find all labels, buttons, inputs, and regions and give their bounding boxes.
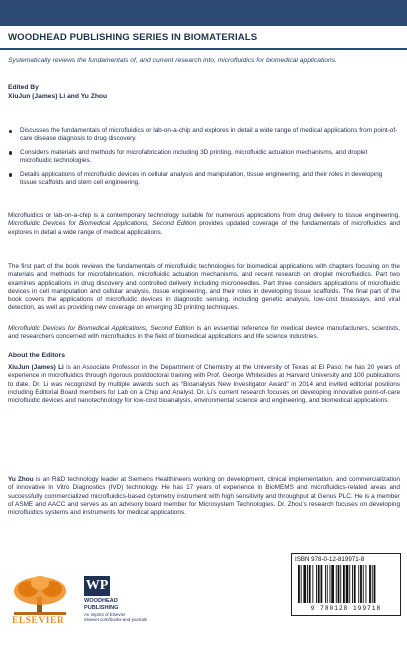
barcode-bar xyxy=(340,565,341,603)
elsevier-wordmark: ELSEVIER xyxy=(12,616,65,626)
barcode-bar xyxy=(346,565,349,603)
reference-text: is an essential reference for medical device manufacturers, scientists, and researchers concerned with microfluidics in the field of biomedical applications and life science industries. xyxy=(8,325,400,341)
barcode-bar xyxy=(374,565,376,603)
woodhead-name-line2: PUBLISHING xyxy=(84,604,119,611)
barcode-bar xyxy=(309,565,311,603)
isbn-barcode-box xyxy=(291,553,401,616)
bullet-text: Considers materials and methods for microfabrication including 3D printing, microfluidic actuation mechanisms, and droplet microfluidic technologies. xyxy=(20,148,368,165)
imprint-line: An imprint of Elsevier xyxy=(84,612,126,617)
bullet-dot-icon xyxy=(9,173,12,176)
barcode-bar xyxy=(312,565,313,603)
elsevier-tree-icon xyxy=(10,575,70,617)
intro-text-1: Microfluidics or lab-on-a-chip is a contemporary technology suitable for numerous applications from drug delivery to tissue engineering. xyxy=(8,212,400,219)
editor2-name: Yu Zhou xyxy=(8,476,34,483)
barcode-bar xyxy=(307,565,308,603)
barcode-bar xyxy=(316,565,317,603)
bullet-item xyxy=(8,127,400,144)
barcode-bar xyxy=(338,565,340,603)
editor2-bio xyxy=(8,476,400,517)
barcode-bar xyxy=(360,565,362,603)
barcode-bar xyxy=(369,565,371,603)
barcode-bar xyxy=(303,565,306,603)
intro-paragraph xyxy=(8,212,400,237)
feature-bullets xyxy=(8,127,400,192)
book-title-italic: Microfluidic Devices for Biomedical Applications, Second Edition xyxy=(8,325,195,332)
barcode-icon xyxy=(296,565,396,605)
series-title: WOODHEAD PUBLISHING SERIES IN BIOMATERIALS xyxy=(8,32,258,43)
reference-paragraph xyxy=(8,325,400,342)
bullet-text: Details applications of microfluidic devices in cellular analysis and manipulation, tissue engineering, and their roles in developing tissue scaffolds and stem cell engineering. xyxy=(20,170,383,187)
bullet-text: Discusses the fundamentals of microfluidics or lab-on-a-chip and explores in detail a wide range of medical applications from point-of-care disease diagnosis to drug discovery. xyxy=(20,127,398,143)
barcode-bar xyxy=(372,565,373,603)
book-title-italic: Microfluidic Devices for Biomedical Applications, Second Edition xyxy=(8,220,197,228)
barcode-bar xyxy=(331,565,334,603)
barcode-digits: 9 780128 199718 xyxy=(310,605,382,612)
series-header xyxy=(0,28,407,50)
barcode-bar xyxy=(354,565,356,603)
barcode-bar xyxy=(330,565,331,603)
parts-paragraph: The first part of the book reviews the fundamentals of microfluidic technologies for biomedical applications with chapters focusing on the materials and methods for microfabrication, microfluidic actuation mechanisms, and recent research on droplet microfluidics. Part two examines applications in drug discovery and controlled delivery including microneedles. Part three considers applications of microfluidic devices in cell manipulation and cellular analysis, tissue engineering, and their roles in developing tissue scaffolds. The final part of the book covers the applications of microfluidic devices in diagnostic sensing, including genetic analysis, low-cost bioassays, and viral detection, as well as providing new coverage on emerging 3D printing techniques. xyxy=(8,263,400,312)
barcode-bar xyxy=(363,565,364,603)
barcode-bar xyxy=(343,565,345,603)
barcode-bar xyxy=(349,565,350,603)
barcode-bar xyxy=(298,565,300,603)
barcode-bar xyxy=(321,565,323,603)
barcode-bar xyxy=(327,565,328,603)
top-color-band xyxy=(0,0,407,26)
barcode-bar xyxy=(358,565,359,603)
editor2-bio-text: is an R&D technology leader at Siemens Healthineers working on development, clinical implementation, and commercialization of innovative In Vitro Diagnostics (IVD) technology. He has 17 years of experience in BioMEMS and microfluidics-related areas and successfully commercialized microfluidics-based cytometry instrument with high sensitivity and throughput at Genus PLC. He is a member of ASME and AACC and serves as an advisory board member for Microsystem Technologies. Dr. Zhou’s research focuses on developing microfluidics systems and instruments for medical applications. xyxy=(8,476,400,517)
barcode-bar xyxy=(325,565,326,603)
intro-text-2: provides updated coverage of the fundamentals of microfluidics and explores in detail a wide range of medical applications. xyxy=(8,220,400,236)
about-editors-heading: About the Editors xyxy=(8,352,66,359)
barcode-bar xyxy=(336,565,337,603)
edited-by-label: Edited By xyxy=(8,84,39,91)
editor1-name: XiuJun (James) Li xyxy=(8,364,64,371)
barcode-bar xyxy=(301,565,302,603)
tagline: Systematically reviews the fundamentals of, and current research into, microfluidics for biomedical applications. xyxy=(8,57,337,64)
bullet-item xyxy=(8,171,400,188)
editors-names: XiuJun (James) Li and Yu Zhou xyxy=(8,93,108,100)
barcode-bar xyxy=(352,565,353,603)
woodhead-wp-logo: WP xyxy=(84,576,110,596)
barcode-bar xyxy=(366,565,367,603)
editor1-bio-text: is an Associate Professor in the Department of Chemistry at the University of Texas at El Paso; he has 20 years of experience in microfluidics through rigorous postdoctoral training with Prof. George Whitesides at Harvard University and 100 publications to date. Dr. Li was recognized by multiple awards such as “Bioanalysis New Investigator Award” in 2014 and invited editorial positions including Editorial Board members for Lab on a Chip and Analyst. Dr. Li’s current research focuses on developing innovative point-of-care microfluidic devices and nanotechnology for low-cost bioanalysis, environmental science and engineering, and biomedical applications. xyxy=(8,364,400,405)
imprint-info xyxy=(84,612,147,623)
woodhead-name xyxy=(84,598,119,611)
bullet-dot-icon xyxy=(9,151,12,154)
isbn-number: ISBN 978-0-12-819971-8 xyxy=(295,556,365,563)
woodhead-name-line1: WOODHEAD xyxy=(84,598,118,604)
bullet-dot-icon xyxy=(9,130,12,133)
imprint-url: elsevier.com/books-and-journals xyxy=(84,617,147,623)
barcode-bar xyxy=(318,565,320,603)
bullet-item xyxy=(8,149,400,166)
editor1-bio xyxy=(8,364,400,405)
